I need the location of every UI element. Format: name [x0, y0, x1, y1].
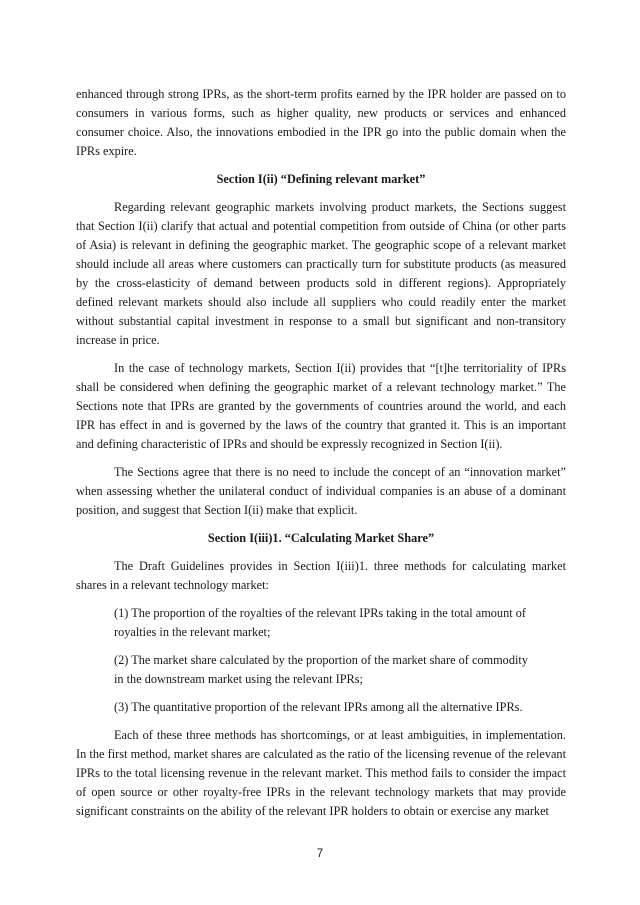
paragraph-shortcomings: Each of these three methods has shortcomings, or at least ambiguities, in implementation. In the first method, market shares are calculated as the ratio of the licensing revenue of the relevant IPRs to the total licensing revenue in the relevant market. This method fails to consider the impact of open source or other royalty-free IPRs in the relevant technology markets that may provide significant constraints on the ability of the relevant IPR holders to obtain or exercise any market [76, 728, 566, 818]
page-number: 7 [316, 848, 324, 860]
section-heading-defining-relevant-market: Section I(ii) “Defining relevant market” [216, 172, 426, 186]
paragraph-innovation-market: The Sections agree that there is no need to include the concept of an “innovation market” when assessing whether the unilateral conduct of individual companies is an abuse of a dominant position, and suggest that Section I(ii) make that explicit. [76, 465, 566, 517]
section-heading-calculating-market-share: Section I(iii)1. “Calculating Market Share” [207, 531, 435, 545]
paragraph-technology-markets: In the case of technology markets, Section I(ii) provides that “[t]he territoriality of IPRs shall be considered when defining the geographic market of a relevant technology market.” The Sections note that IPRs are granted by the governments of countries around the world, and each IPR has effect in and is governed by the laws of the country that granted it. This is an important and defining characteristic of IPRs and should be expressly recognized in Section I(ii). [76, 361, 566, 451]
list-item-method-3: (3) The quantitative proportion of the relevant IPRs among all the alternative IPRs. [114, 700, 523, 714]
paragraph-geographic-markets: Regarding relevant geographic markets involving product markets, the Sections suggest that Section I(ii) clarify that actual and potential competition from outside of China (or other parts of Asia) is relevant in defining the geographic market. The geographic scope of a relevant market should include all areas where customers can practically turn for substitute products (as measured by the cross-elasticity of demand between products sold in different regions). Appropriately defined relevant markets should also include all suppliers who could readily enter the market without substantial capital investment in response to a small but significant and non-transitory increase in price. [76, 200, 566, 347]
paragraph-continuation: enhanced through strong IPRs, as the short-term profits earned by the IPR holder are passed on to consumers in various forms, such as higher quality, new products or services and enhanced consumer choice. Also, the innovations embodied in the IPR go into the public domain when the IPRs expire. [76, 87, 566, 158]
list-item-method-1: (1) The proportion of the royalties of the relevant IPRs taking in the total amount of royalties in the relevant market; [114, 606, 526, 639]
list-item-method-2: (2) The market share calculated by the proportion of the market share of commodity in the downstream market using the relevant IPRs; [114, 653, 528, 686]
document-page [76, 85, 566, 830]
paragraph-three-methods: The Draft Guidelines provides in Section I(iii)1. three methods for calculating market shares in a relevant technology market: [76, 559, 566, 592]
